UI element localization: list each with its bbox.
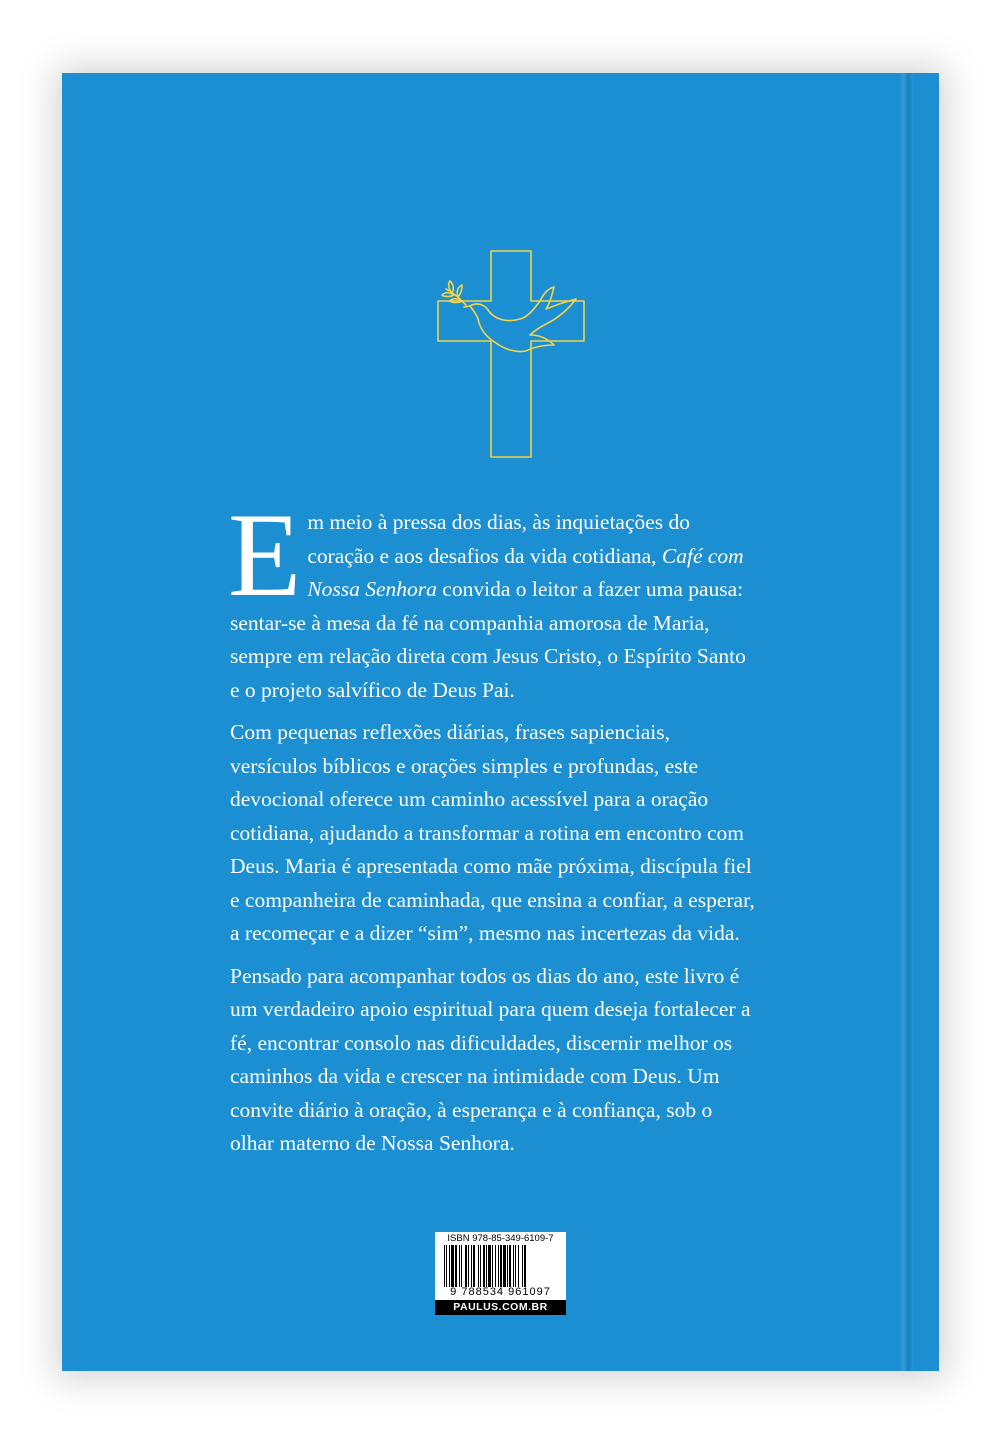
barcode-bar — [509, 1245, 511, 1287]
barcode-bar — [451, 1245, 454, 1287]
barcode-bar — [446, 1245, 447, 1287]
barcode-bar — [471, 1245, 472, 1287]
blurb-paragraph-2: Com pequenas reflexões diárias, frases sapienciais, versículos bíblicos e orações simples e profundas, este devocional oferece um caminho acessível para a oração cotidiana, ajudando a transformar a rotina em encontro com Deus. Maria é apresentada como mãe próxima, discípula fiel e companheira de caminhada, que ensina a confiar, a esperar, a recomeçar e a dizer “sim”, mesmo nas incertezas da vida. — [230, 720, 755, 945]
book-title-inline: Café com Nossa Senhora — [307, 543, 744, 601]
blurb-paragraph-1 — [228, 488, 760, 707]
isbn-barcode — [435, 1232, 566, 1315]
barcode-bar — [503, 1245, 506, 1287]
barcode-bar — [465, 1245, 467, 1287]
barcode-bar — [495, 1245, 496, 1287]
barcode-bar — [461, 1245, 462, 1287]
barcode-bar — [498, 1245, 499, 1287]
barcode-bar — [473, 1245, 475, 1287]
barcode-bar — [459, 1245, 460, 1287]
isbn-label: ISBN 978-85-349-6109-7 — [447, 1233, 554, 1244]
barcode-bar — [522, 1245, 523, 1287]
barcode-bar — [483, 1245, 485, 1287]
barcode-bars — [444, 1245, 560, 1287]
barcode-bar — [478, 1245, 479, 1287]
barcode-number: 9 788534 961097 — [450, 1286, 551, 1298]
barcode-bar — [488, 1245, 491, 1287]
blurb-paragraph-3: Pensado para acompanhar todos os dias do ano, este livro é um verdadeiro apoio espiritual para quem deseja fortalecer a fé, encontrar consolo nas dificuldades, discernir melhor os caminhos da vida e crescer na intimidade com Deus. Um convite diário à oração, à esperança e à confiança, sob o olhar materno de Nossa Senhora. — [230, 963, 751, 1155]
cross-with-dove-icon — [436, 249, 586, 459]
barcode-bar — [449, 1245, 450, 1287]
book-back-cover — [62, 73, 939, 1371]
barcode-bar — [515, 1245, 516, 1287]
barcode-bar — [468, 1245, 469, 1287]
barcode-bar — [513, 1245, 514, 1287]
barcode-bar — [444, 1245, 445, 1287]
barcode-bar — [492, 1245, 493, 1287]
spine-edge — [899, 73, 913, 1371]
barcode-bar — [455, 1245, 457, 1287]
blurb-p1-start: m meio à pressa dos dias, às inquietações do coração e aos desafios da vida cotidiana, — [307, 510, 691, 568]
barcode-bar — [500, 1245, 502, 1287]
barcode-bar — [480, 1245, 481, 1287]
barcode-bar — [518, 1245, 519, 1287]
barcode-bar — [524, 1245, 526, 1287]
barcode-bar — [507, 1245, 508, 1287]
barcode-bar — [486, 1245, 487, 1287]
back-cover-blurb — [228, 488, 760, 1170]
publisher-website: PAULUS.COM.BR — [435, 1300, 566, 1315]
blurb-p1-end: convida o leitor a fazer uma pausa: sentar-se à mesa da fé na companhia amorosa de Maria, sempre em relação direta com Jesus Cristo, o Espírito Santo e o projeto salvífico de Deus Pai. — [230, 577, 746, 702]
drop-cap: E — [228, 488, 302, 621]
